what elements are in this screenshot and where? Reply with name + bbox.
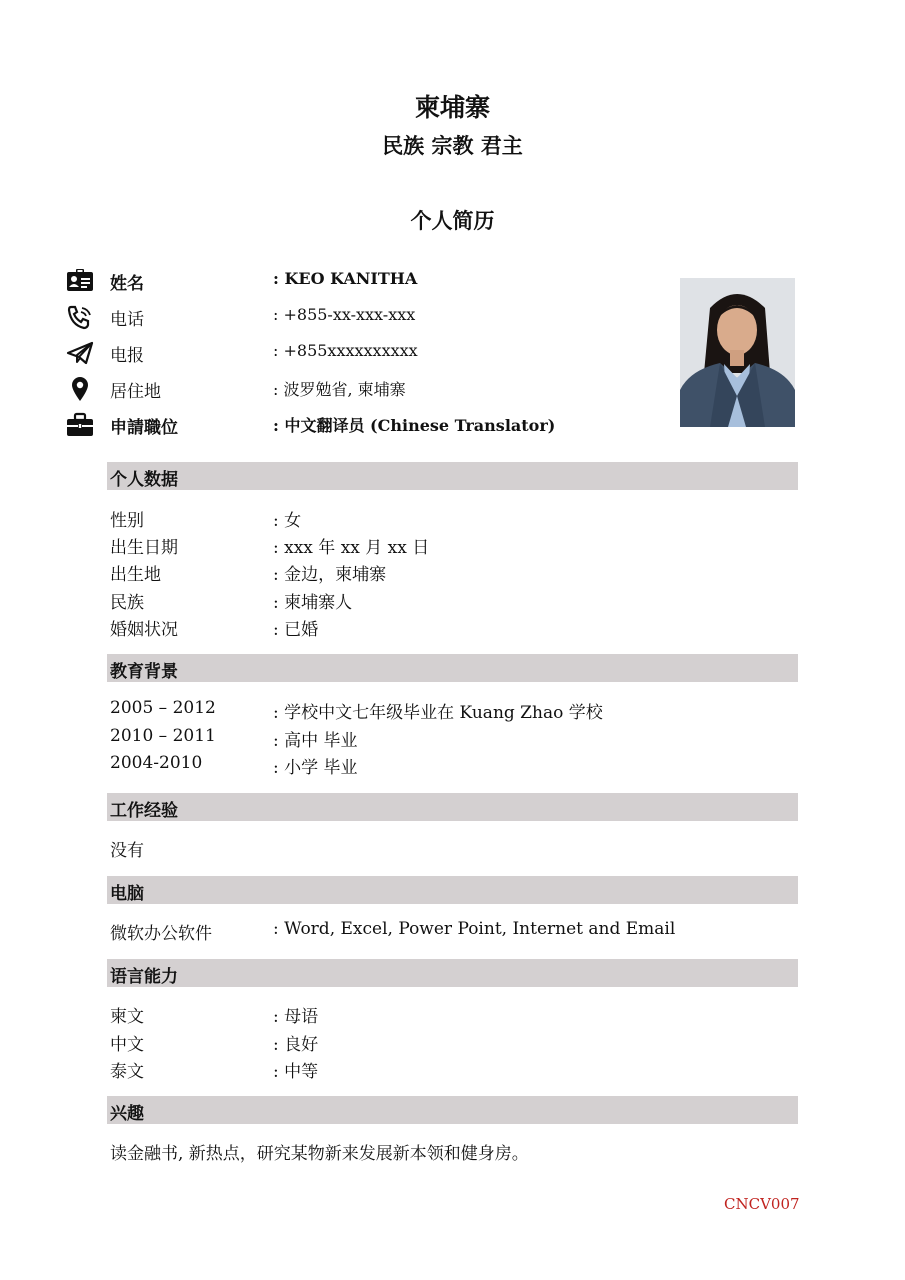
row-value: : 母语 [273, 1007, 319, 1027]
contact-value: : 波罗勉省, 柬埔寨 [273, 380, 406, 399]
section-header-personal [107, 462, 798, 490]
contact-row-telegram [66, 338, 666, 368]
row-key: 2005 – 2012 [110, 698, 216, 718]
row-key: 2010 – 2011 [110, 726, 216, 746]
row-value: : 学校中文七年级毕业在 Kuang Zhao 学校 [273, 703, 603, 723]
row-value: : Word, Excel, Power Point, Internet and Email [273, 919, 676, 939]
contact-row-phone [66, 302, 666, 332]
row-value: : 小学 毕业 [273, 758, 358, 778]
row-key: 性别 [110, 511, 144, 531]
contact-value: : KEO KANITHA [273, 269, 418, 288]
contact-label: 申請職位 [110, 418, 178, 438]
section-header-education [107, 654, 798, 682]
national-motto: 民族 宗教 君主 [382, 133, 523, 158]
row-value: : 女 [273, 511, 302, 531]
template-code: CNCV007 [724, 1195, 800, 1213]
row-key: 泰文 [110, 1062, 144, 1082]
id-card-icon [66, 268, 94, 294]
briefcase-icon [66, 412, 94, 438]
contact-label: 姓名 [110, 274, 144, 294]
section-header-computer [107, 876, 798, 904]
language-row [110, 1057, 800, 1083]
section-title: 教育背景 [110, 662, 178, 682]
contact-label: 电话 [110, 310, 144, 330]
country-title: 柬埔寨 [414, 93, 490, 122]
section-header-language [107, 959, 798, 987]
section-title: 个人数据 [110, 470, 178, 490]
contact-row-name [66, 266, 666, 296]
document-title: 个人简历 [410, 208, 495, 233]
section-header-work [107, 793, 798, 821]
row-key: 柬文 [110, 1007, 144, 1027]
row-value: : 高中 毕业 [273, 731, 358, 751]
section-title: 语言能力 [110, 967, 178, 987]
section-title: 电脑 [110, 884, 144, 904]
education-row [110, 726, 800, 752]
education-row [110, 698, 800, 724]
personal-row [110, 588, 800, 614]
telegram-icon [66, 340, 94, 366]
row-value: : 中等 [273, 1062, 319, 1082]
personal-row [110, 615, 800, 641]
contact-label: 居住地 [110, 382, 161, 402]
row-value: : 已婚 [273, 620, 319, 640]
row-value: : 金边，柬埔寨 [273, 565, 387, 585]
section-title: 兴趣 [110, 1104, 144, 1124]
row-key: 中文 [110, 1035, 144, 1055]
personal-row [110, 506, 800, 532]
row-key: 婚姻状况 [110, 620, 178, 640]
row-value: : 良好 [273, 1035, 319, 1055]
row-key: 民族 [110, 593, 144, 613]
language-row [110, 1002, 800, 1028]
row-key: 微软办公软件 [110, 924, 212, 944]
row-key: 出生地 [110, 565, 161, 585]
section-title: 工作经验 [110, 801, 178, 821]
section-header-hobbies [107, 1096, 798, 1124]
row-key: 出生日期 [110, 538, 178, 558]
work-text: 没有 [110, 841, 144, 861]
personal-row [110, 533, 800, 559]
education-row [110, 753, 800, 779]
contact-row-location [66, 374, 666, 404]
contact-value: : 中文翻译员 (Chinese Translator) [273, 416, 556, 435]
profile-photo [680, 278, 795, 427]
row-key: 2004-2010 [110, 753, 203, 773]
row-value: : xxx 年 xx 月 xx 日 [273, 538, 430, 558]
hobbies-text: 读金融书, 新热点，研究某物新来发展新本领和健身房。 [110, 1144, 529, 1164]
phone-icon [66, 304, 94, 330]
contact-label: 电报 [110, 346, 144, 366]
location-pin-icon [66, 376, 94, 402]
personal-row [110, 560, 800, 586]
language-row [110, 1030, 800, 1056]
contact-value: : +855-xx-xxx-xxx [273, 305, 416, 324]
computer-row [110, 919, 800, 945]
row-value: : 柬埔寨人 [273, 593, 353, 613]
contact-row-position [66, 410, 666, 440]
contact-value: : +855xxxxxxxxxx [273, 341, 418, 360]
